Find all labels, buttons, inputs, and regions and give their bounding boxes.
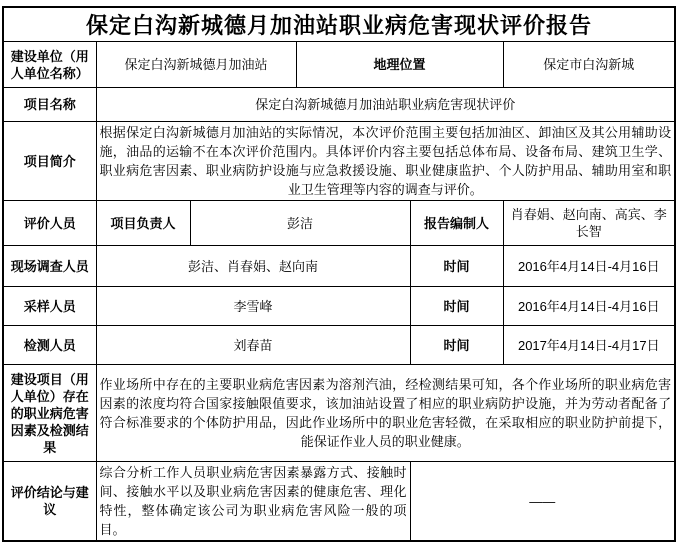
testing-time-value: 2017年4月14日-4月17日 xyxy=(503,326,675,365)
survey-time-label: 时间 xyxy=(410,246,503,287)
testing-label: 检测人员 xyxy=(3,326,96,365)
testing-value: 刘春苗 xyxy=(96,326,410,365)
conclusion-label: 评价结论与建议 xyxy=(3,462,96,542)
project-name-label: 项目名称 xyxy=(3,88,96,122)
evaluators-label: 评价人员 xyxy=(3,201,96,246)
conclusion-value: 综合分析工作人员职业病危害因素暴露方式、接触时间、接触水平以及职业病危害因素的健康危害、理化特性，整体确定该公司为职业病危害风险一般的项目。 xyxy=(96,462,410,542)
testing-row xyxy=(3,326,675,365)
sampling-time-value: 2016年4月14日-4月16日 xyxy=(503,287,675,326)
geo-label: 地理位置 xyxy=(296,42,503,88)
project-name-value: 保定白沟新城德月加油站职业病危害现状评价 xyxy=(96,88,675,122)
unit-label: 建设单位（用人单位名称） xyxy=(3,42,96,88)
survey-time-value: 2016年4月14日-4月16日 xyxy=(503,246,675,287)
project-name-row xyxy=(3,88,675,122)
geo-value: 保定市白沟新城 xyxy=(503,42,675,88)
project-intro-row xyxy=(3,122,675,201)
hazards-row xyxy=(3,365,675,462)
hazards-value: 作业场所中存在的主要职业病危害因素为溶剂汽油，经检测结果可知，各个作业场所的职业病危害因素的浓度均符合国家接触限值要求，该加油站设置了相应的职业病防护设施，并为劳动者配备了符合标准要求的个体防护用品，因此作业场所中的职业危害轻微，在采取相应的职业防护前提下，能保证作业人员的职业健康。 xyxy=(96,365,675,462)
project-leader-value: 彭洁 xyxy=(190,201,410,246)
report-title: 保定白沟新城德月加油站职业病危害现状评价报告 xyxy=(3,7,675,42)
conclusion-note: —— xyxy=(410,462,675,542)
sampling-row xyxy=(3,287,675,326)
project-intro-value: 根据保定白沟新城德月加油站的实际情况，本次评价范围主要包括加油区、卸油区及其公用辅助设施，油品的运输不在本次评价范围内。具体评价内容主要包括总体布局、设备布局、建筑卫生学、职业病危害因素、职业病防护设施与应急救援设施、职业健康监护、个人防护用品、辅助用室和职业卫生管理等内容的调查与评价。 xyxy=(96,122,675,201)
report-compiler-label: 报告编制人 xyxy=(410,201,503,246)
conclusion-row xyxy=(3,462,675,542)
report-table xyxy=(2,6,676,542)
survey-value: 彭洁、肖春娟、赵向南 xyxy=(96,246,410,287)
project-leader-label: 项目负责人 xyxy=(96,201,190,246)
sampling-value: 李雪峰 xyxy=(96,287,410,326)
unit-row xyxy=(3,42,675,88)
project-intro-label: 项目简介 xyxy=(3,122,96,201)
survey-row xyxy=(3,246,675,287)
testing-time-label: 时间 xyxy=(410,326,503,365)
survey-label: 现场调查人员 xyxy=(3,246,96,287)
report-compiler-value: 肖春娟、赵向南、高宾、李长智 xyxy=(503,201,675,246)
sampling-label: 采样人员 xyxy=(3,287,96,326)
sampling-time-label: 时间 xyxy=(410,287,503,326)
evaluators-row xyxy=(3,201,675,246)
unit-value: 保定白沟新城德月加油站 xyxy=(96,42,296,88)
title-row xyxy=(3,7,675,42)
hazards-label: 建设项目（用人单位）存在的职业病危害因素及检测结果 xyxy=(3,365,96,462)
